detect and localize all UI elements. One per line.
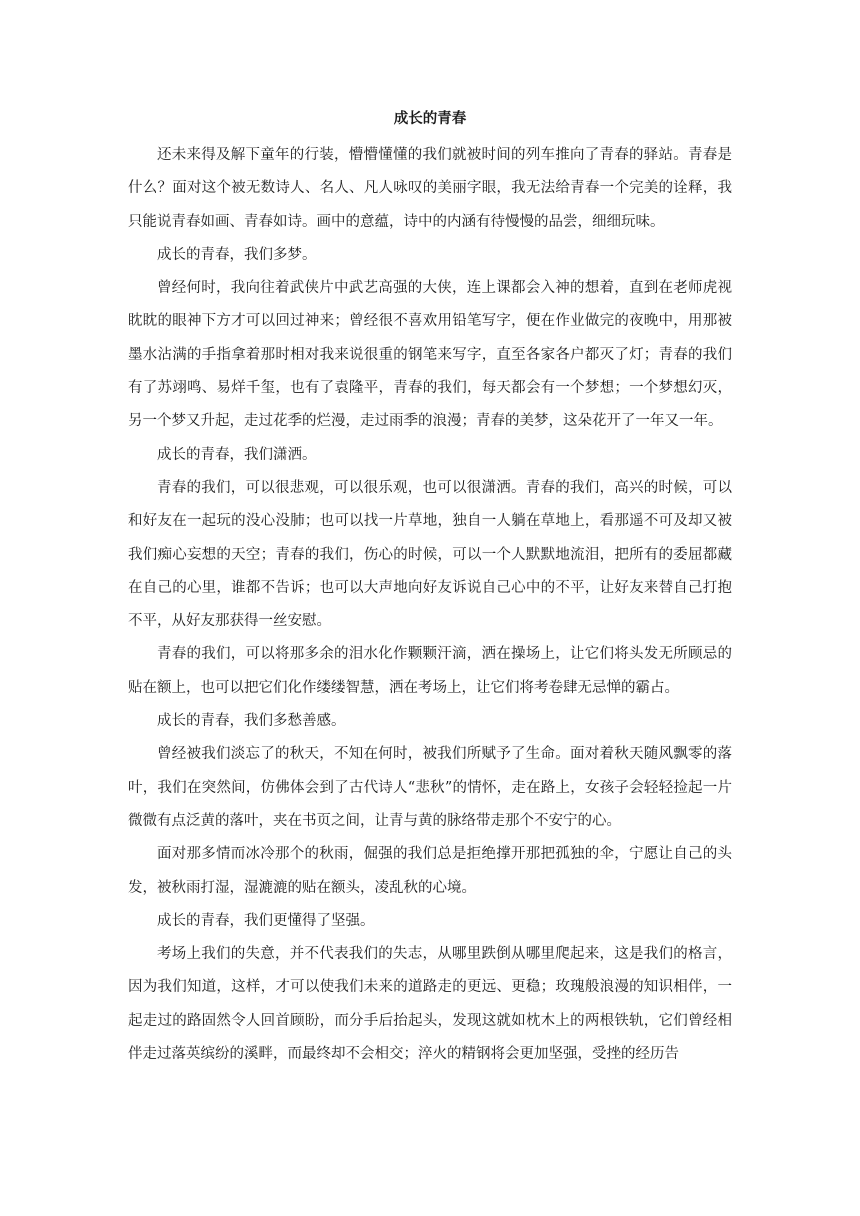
document-title: 成长的青春 — [393, 110, 467, 127]
paragraph-carefree: 青春的我们，可以很悲观，可以很乐观，也可以很潇洒。青春的我们，高兴的时候，可以和好友在一起玩的没心没肺；也可以找一片草地，独自一人躺在草地上，看那遥不可及却又被我们痴心妄想的天空；青春的我们，伤心的时候，可以一个人默默地流泪，把所有的委屈都藏在自己的心里，谁都不告诉；也可以大声地向好友诉说自己心中的不平，让好友来替自己打抱不平，从好友那获得一丝安慰。 — [128, 479, 732, 630]
paragraph-sweat: 青春的我们，可以将那多余的泪水化作颗颗汗滴，洒在操场上，让它们将头发无所顾忌的贴在额上，也可以把它们化作缕缕智慧，洒在考场上，让它们将考卷肆无忌惮的霸占。 — [128, 646, 732, 696]
paragraph-dreams: 曾经何时，我向往着武侠片中武艺高强的大侠，连上课都会入神的想着，直到在老师虎视眈眈的眼神下方才可以回过神来；曾经很不喜欢用铅笔写字，便在作业做完的夜晚中，用那被墨水沾满的手指拿着那时相对我来说很重的钢笔来写字，直至各家各户都灭了灯；青春的我们有了苏翊鸣、易烊千玺，也有了袁隆平，青春的我们，每天都会有一个梦想；一个梦想幻灭，另一个梦又升起，走过花季的烂漫，走过雨季的浪漫；青春的美梦，这朵花开了一年又一年。 — [128, 280, 732, 430]
paragraph-strength: 考场上我们的失意，并不代表我们的失志，从哪里跌倒从哪里爬起来，这是我们的格言，因为我们知道，这样，才可以使我们未来的道路走的更远、更稳；玫瑰般浪漫的知识相伴，一起走过的路固然令人回首顾盼，而分手后抬起头，发现这就如枕木上的两根铁轨，它们曾经相伴走过落英缤纷的溪畔，而最终却不会相交；淬火的精钢将会更加坚强，受挫的经历告 — [128, 946, 732, 1063]
paragraph-intro: 还未来得及解下童年的行装，懵懵懂懂的我们就被时间的列车推向了青春的驿站。青春是什么？面对这个被无数诗人、名人、凡人咏叹的美丽字眼，我无法给青春一个完美的诠释，我只能说青春如画、青春如诗。画中的意蕴，诗中的内涵有待慢慢的品尝，细细玩味。 — [128, 147, 732, 230]
paragraph-autumn: 曾经被我们淡忘了的秋天，不知在何时，被我们所赋予了生命。面对着秋天随风飘零的落叶，我们在突然间，仿佛体会到了古代诗人“悲秋”的情怀，走在路上，女孩子会轻轻捡起一片微微有点泛黄的落叶，夹在书页之间，让青与黄的脉络带走那个不安宁的心。 — [128, 746, 732, 829]
paragraph-heading-dreams: 成长的青春，我们多梦。 — [157, 246, 317, 263]
document-body — [128, 103, 732, 1071]
paragraph-heading-sentimental: 成长的青春，我们多愁善感。 — [157, 713, 346, 730]
paragraph-autumn-rain: 面对那多情而冰冷那个的秋雨，倔强的我们总是拒绝撑开那把孤独的伞，宁愿让自己的头发，被秋雨打湿，湿漉漉的贴在额头，凌乱秋的心境。 — [128, 846, 732, 896]
paragraph-heading-carefree: 成长的青春，我们潇洒。 — [157, 446, 317, 463]
paragraph-heading-strength: 成长的青春，我们更懂得了坚强。 — [157, 912, 375, 929]
